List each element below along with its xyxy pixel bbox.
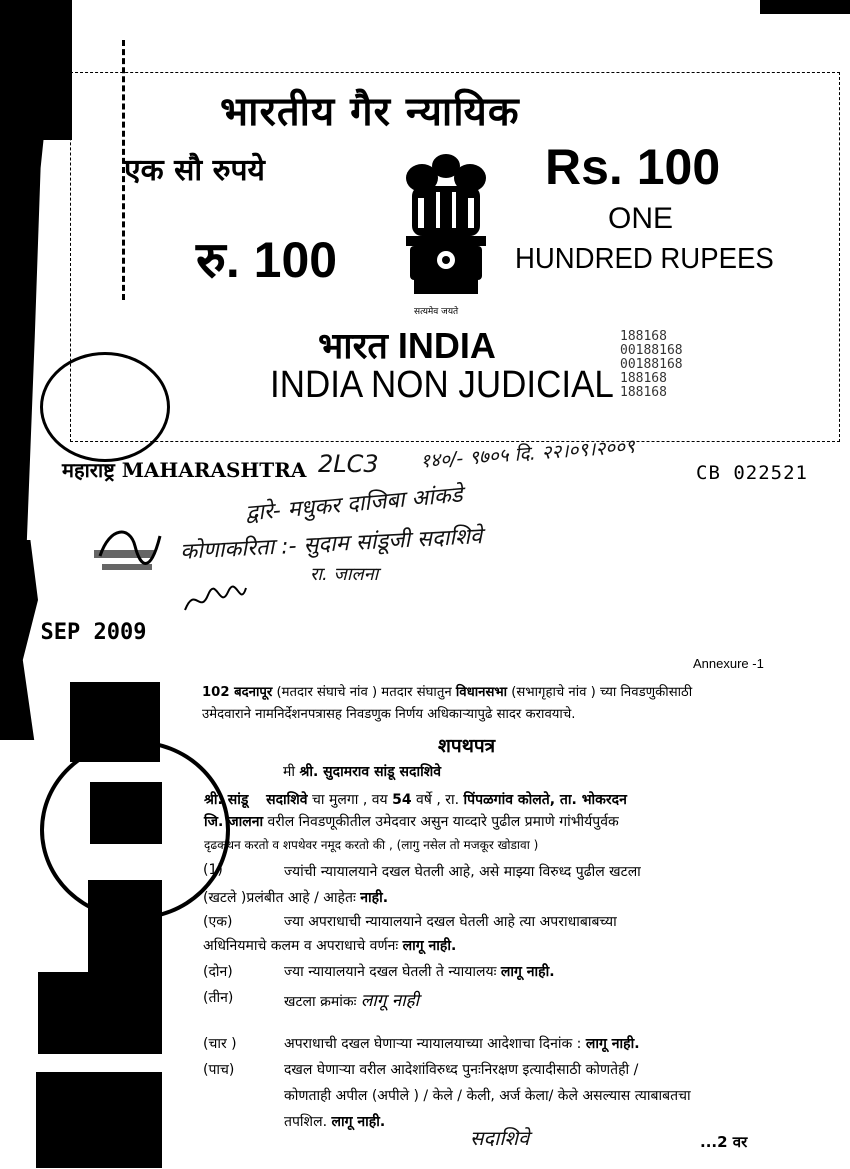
scan-shadow-top-right [760, 0, 850, 14]
stamp-country: भारत INDIA [318, 325, 496, 366]
item-number: (एक) [203, 914, 233, 930]
item-text: अपराधाची दखल घेणाऱ्या न्यायालयाच्या आदेशाचा दिनांक : लागू नाही. [284, 1036, 640, 1052]
redaction-block [70, 682, 160, 762]
handwritten-line-1: द्वारे- मधुकर दाजिबा आंकडे [244, 482, 464, 527]
stamp-serial-numbers: 188168 00188168 00188168 188168 188168 [620, 329, 683, 400]
vendor-stamp-mark-icon [90, 516, 170, 596]
intro-line-2: उमेदवाराने नामनिर्देशनपत्रासह निवडणुक निर्णय अधिकाऱ्यापुढे सादर करावयाचे. [202, 707, 576, 722]
redaction-block [36, 1072, 162, 1168]
item-text: (खटले )प्रलंबीत आहे / आहेतः नाही. [203, 890, 389, 906]
handwritten-line-2: कोणाकरिता :- सुदाम सांडूजी सदाशिवे [179, 524, 483, 565]
deponent-signature: सदाशिवे [470, 1126, 530, 1150]
item-text: दखल घेणाऱ्या वरील आदेशांविरुध्द पुनःनिरक्षण इत्यादीसाठी कोणतेही / [284, 1062, 639, 1078]
scan-shadow-left [0, 0, 58, 560]
item-text: ज्या अपराधाची न्यायालयाने दखल घेतली आहे त्या अपराधाबाबच्या [284, 914, 617, 930]
stamp-amount-words-1: ONE [608, 202, 674, 235]
stamp-type: INDIA NON JUDICIAL [270, 364, 614, 406]
page-continuation: ...2 वर [700, 1133, 748, 1151]
handwritten-number: 2LC3 [318, 450, 379, 478]
affidavit-line-3: जि. जालना वरील निवडणूकीतील उमेदवार असुन याव्दारे पुढील प्रमाणे गांभीर्यपुर्वक [204, 814, 619, 830]
affidavit-heading: शपथपत्र [438, 735, 496, 757]
stamp-amount-hindi-words: एक सौ रुपये [124, 153, 265, 188]
item-text: कोणताही अपील (अपीले ) / केले / केली, अर्ज केला/ केले असल्यास त्याबाबतचा [284, 1088, 691, 1104]
item-number: (1) [203, 862, 223, 878]
item-number: (चार ) [203, 1036, 237, 1052]
redaction-block [38, 972, 162, 1054]
redaction-block [88, 880, 162, 972]
stamp-amount-ru: रु. 100 [196, 232, 338, 288]
item-number: (तीन) [203, 990, 234, 1006]
affidavit-line-4: दृढकथन करतो व शपथेवर नमूद करतो की , (लागु नसेल तो मजकूर खोडावा ) [204, 838, 539, 852]
ashoka-emblem-icon [392, 148, 500, 308]
stamp-motto: सत्यमेव जयते [414, 307, 459, 317]
item-text: तपशिल. लागू नाही. [284, 1114, 386, 1130]
stamp-amount-rs: Rs. 100 [545, 139, 721, 195]
item-number: (दोन) [203, 964, 233, 980]
item-text: अधिनियमाचे कलम व अपराधाचे वर्णनः लागू नाही. [203, 938, 457, 954]
affidavit-line-1: मी श्री. सुदामराव सांडू सदाशिवे [283, 764, 441, 780]
item-text: ज्यांची न्यायालयाने दखल घेतली आहे, असे माझ्या विरुध्द पुढील खटला [284, 864, 641, 880]
stamp-number: CB 022521 [696, 462, 808, 484]
date-stamp: 8 SEP 2009 [14, 620, 147, 645]
item-text: खटला क्रमांकः लागू नाही [284, 991, 420, 1011]
item-text: ज्या न्यायालयाने दखल घेतली ते न्यायालयः लागू नाही. [284, 964, 555, 980]
affidavit-line-2: श्री. सांडू सदाशिवे चा मुलगा , वय 54 वर्षे , रा. पिंपळगांव कोलते, ता. भोकरदन [204, 792, 627, 808]
round-seal [40, 352, 170, 462]
stamp-title-hindi: भारतीय गैर न्यायिक [220, 88, 520, 135]
intro-line-1: 102 बदनापूर (मतदार संघाचे नांव ) मतदार संघातुन विधानसभा (सभागृहाचे नांव ) च्या निवडणुकीसाठी [202, 685, 693, 700]
handwritten-top-note: १४०/- ९७०५ दि. २२।०९।२००९ [419, 435, 636, 473]
redaction-block [90, 782, 162, 844]
handwritten-line-3: रा. जालना [310, 564, 379, 585]
item-number: (पाच) [203, 1062, 235, 1078]
annexure-label: Annexure -1 [693, 656, 764, 671]
vendor-signature-icon [180, 580, 250, 620]
state-label: महाराष्ट्र MAHARASHTRA [62, 458, 307, 482]
stamp-amount-words-2: HUNDRED RUPEES [515, 243, 774, 275]
